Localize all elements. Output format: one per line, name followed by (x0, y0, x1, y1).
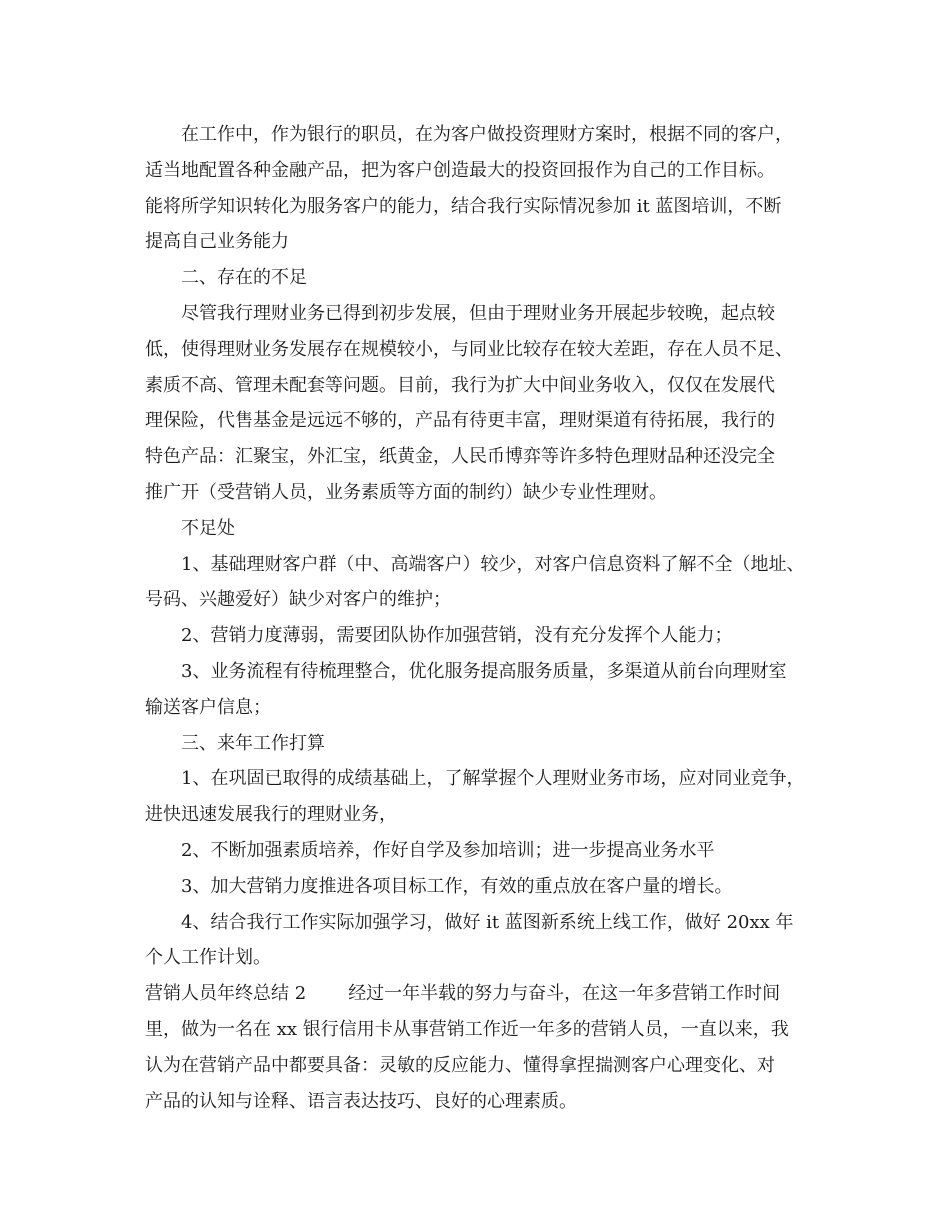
list-item: 4、结合我行工作实际加强学习，做好 it 蓝图新系统上线工作，做好 20xx 年 (181, 911, 794, 933)
subheading: 不足处 (181, 517, 235, 539)
list-item-continuation: 号码、兴趣爱好）缺少对客户的维护； (145, 589, 451, 611)
paragraph-line: 特色产品：汇聚宝，外汇宝，纸黄金，人民币博弈等许多特色理财品种还没完全 (145, 446, 775, 468)
list-item-continuation: 个人工作计划。 (145, 947, 271, 969)
list-item-continuation: 进快迅速发展我行的理财业务， (145, 804, 397, 826)
list-item: 1、基础理财客户群（中、高端客户）较少，对客户信息资料了解不全（地址、 (181, 553, 805, 575)
document-body (145, 117, 810, 1119)
section-heading: 二、存在的不足 (181, 267, 307, 289)
paragraph-line: 素质不高、管理未配套等问题。目前，我行为扩大中间业务收入，仅仅在发展代 (145, 374, 775, 396)
section-heading: 三、来年工作打算 (181, 732, 325, 754)
section-first-line: 经过一年半载的努力与奋斗，在这一年多营销工作时间 (348, 983, 781, 1005)
paragraph-line: 里，做为一名在 xx 银行信用卡从事营销工作近一年多的营销人员，一直以来，我 (145, 1018, 789, 1040)
paragraph-line: 推广开（受营销人员，业务素质等方面的制约）缺少专业性理财。 (145, 481, 667, 503)
paragraph-line: 理保险，代售基金是远远不够的，产品有待更丰富，理财渠道有待拓展，我行的 (145, 410, 775, 432)
list-item: 1、在巩固已取得的成绩基础上，了解掌握个人理财业务市场，应对同业竞争， (181, 768, 805, 790)
list-item: 3、加大营销力度推进各项目标工作，有效的重点放在客户量的增长。 (181, 875, 733, 897)
paragraph-line: 能将所学知识转化为服务客户的能力，结合我行实际情况参加 it 蓝图培训，不断 (145, 195, 782, 217)
paragraph-line: 低，使得理财业务发展存在规模较小，与同业比较存在较大差距，存在人员不足、 (145, 338, 793, 360)
paragraph-line: 尽管我行理财业务已得到初步发展，但由于理财业务开展起步较晚，起点较 (181, 302, 775, 324)
section-title: 营销人员年终总结 2 (145, 983, 307, 1005)
list-item-continuation: 输送客户信息； (145, 696, 271, 718)
paragraph-line: 在工作中，作为银行的职员，在为客户做投资理财方案时，根据不同的客户， (181, 124, 793, 145)
paragraph-line: 提高自己业务能力 (145, 231, 289, 253)
section-title-line (145, 976, 810, 1012)
paragraph-line: 适当地配置各种金融产品，把为客户创造最大的投资回报作为自己的工作目标。 (145, 159, 775, 181)
list-item: 2、营销力度薄弱，需要团队协作加强营销，没有充分发挥个人能力； (181, 625, 733, 647)
paragraph-line: 认为在营销产品中都要具备：灵敏的反应能力、懂得拿捏揣测客户心理变化、对 (145, 1054, 775, 1076)
list-item: 2、不断加强素质培养，作好自学及参加培训；进一步提高业务水平 (181, 839, 715, 861)
paragraph-line: 产品的认知与诠释、语言表达技巧、良好的心理素质。 (145, 1090, 577, 1112)
list-item: 3、业务流程有待梳理整合，优化服务提高服务质量，多渠道从前台向理财室 (181, 660, 787, 682)
